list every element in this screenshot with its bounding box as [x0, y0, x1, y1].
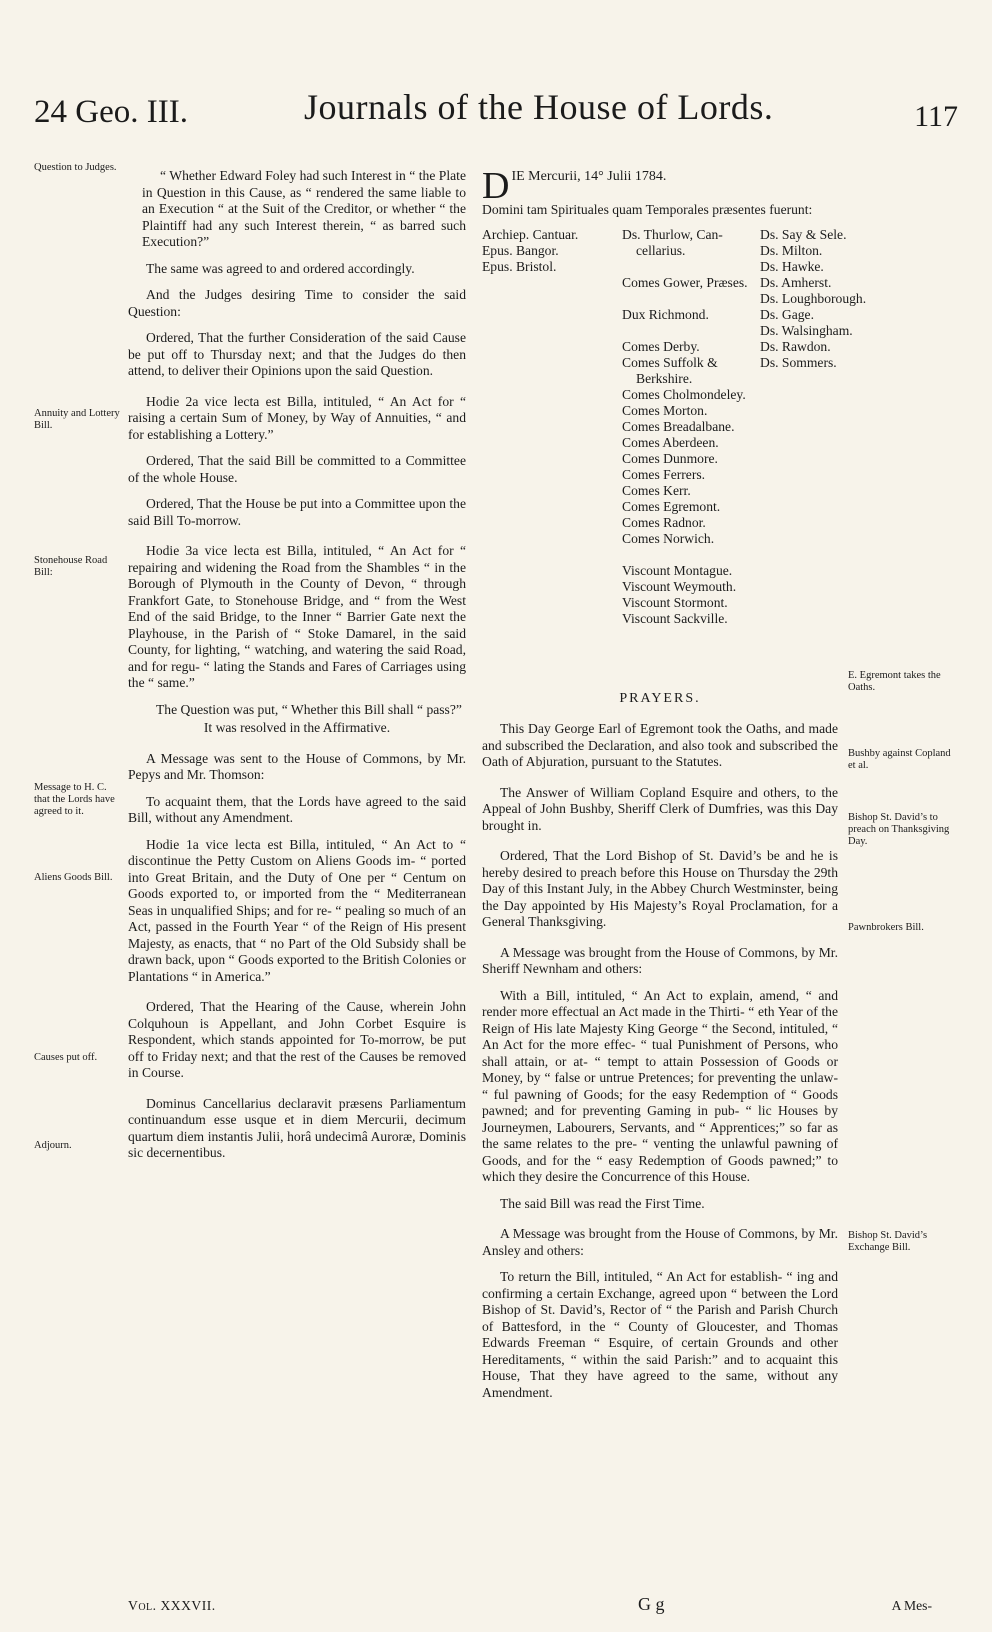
roll-entry: Comes Radnor. — [622, 514, 706, 530]
roll-entry: Ds. Milton. — [760, 242, 823, 258]
margin-note-bushby: Bushby against Copland et al. — [848, 748, 951, 771]
margin-note-annuity: Annuity and Lottery Bill. — [34, 408, 120, 431]
stonehouse-bill-reading: Hodie 3a vice lecta est Billa, intituled, “ An Act for “ repairing and widening the Road from the Shambles “ in the Borough of Plymouth in the County of Devon, “ through Frankfort Gate, to Stonehouse Bridge, and “ from the West End of the said Bridge, to the Inner “ Barrier Gate next the Playhouse, in the Parish of “ Stoke Damarel, in the said County, for lighting, “ watching, and watering the said Road, and for regu- “ lating the Stands and Fares of Carriages using the “ same.” — [128, 543, 466, 690]
volume-number: Vol. XXXVII. — [128, 1598, 216, 1613]
message-ansley: A Message was brought from the House of Commons, by Mr. Ansley and others: — [482, 1226, 838, 1258]
roll-entry: Archiep. Cantuar. — [482, 226, 579, 242]
roll-entry: Comes Gower, Præses. — [622, 274, 748, 290]
ordered-committed: Ordered, That the said Bill be committed to a Committee of the whole House. — [128, 453, 466, 485]
roll-entry: Comes Cholmondeley. — [622, 386, 746, 402]
roll-entry: Epus. Bristol. — [482, 258, 557, 274]
roll-entry: Berkshire. — [636, 370, 693, 386]
catchword: A Mes- — [891, 1598, 932, 1613]
ordered-committee-tomorrow: Ordered, That the House be put into a Committee upon the said Bill To-morrow. — [128, 496, 466, 528]
roll-entry: Dux Richmond. — [622, 306, 709, 322]
domini-present: Domini tam Spirituales quam Temporales præsentes fuerunt: — [482, 202, 813, 217]
egremont-oaths: This Day George Earl of Egremont took the Oaths, and made and subscribed the Declaration, and also took and subscribed the Oath of Abjuration, pursuant to the Statutes. — [482, 721, 838, 769]
ordered-bishop-preach: Ordered, That the Lord Bishop of St. David’s be and he is hereby desired to preach before this House on Thursday the 29th Day of this Instant July, in the Abbey Church Westminster, being the Day appointed by His Majesty’s Royal Proclamation, for a General Thanksgiving. — [482, 848, 838, 929]
question-text: “ Whether Edward Foley had such Interest in “ the Plate in Question in this Cause, as “ rendered the same liable to an Execution “ at the Suit of the Creditor, or whether “ the Plaintiff had any such Interest therein, “ as barred such Execution?” — [142, 168, 466, 249]
roll-entry: Ds. Rawdon. — [760, 338, 831, 354]
roll-entry: Ds. Gage. — [760, 306, 814, 322]
roll-entry — [622, 323, 762, 339]
roll-entry: Comes Suffolk & — [622, 354, 718, 370]
margin-note-pawnbrokers: Pawnbrokers Bill. — [848, 922, 924, 933]
annuity-bill-reading: Hodie 2a vice lecta est Billa, intituled, “ An Act for “ raising a certain Sum of Money, by Way of Annuities, “ and for establishing a Lottery.” — [128, 393, 466, 442]
margin-note-egremont: E. Egremont takes the Oaths. — [848, 670, 941, 693]
roll-entry: Epus. Bangor. — [482, 242, 559, 258]
roll-temporal — [622, 227, 762, 627]
adjournment-text: Dominus Cancellarius declaravit præsens Parliamentum continuandum esse usque et in diem Mercurii, decimum quartum diem instantis Julii, horâ undecimâ Auroræ, Dominis sic decernentibus. — [128, 1095, 466, 1160]
drop-cap: D — [482, 165, 510, 207]
roll-entry: Ds. Hawke. — [760, 258, 824, 274]
roll-entry: Ds. Say & Sele. — [760, 226, 847, 242]
roll-entry: Comes Aberdeen. — [622, 434, 719, 450]
margin-note-adjourn: Adjourn. — [34, 1140, 72, 1151]
right-column — [482, 165, 867, 1411]
roll-barons — [760, 227, 870, 371]
margin-note-exchange: Bishop St. David’s Exchange Bill. — [848, 1230, 928, 1253]
page-number: 117 — [914, 100, 958, 133]
roll-entry: Comes Kerr. — [622, 482, 691, 498]
roll-entry — [622, 259, 762, 275]
margin-note-aliens: Aliens Goods Bill. — [34, 872, 113, 883]
roll-spiritual — [482, 227, 622, 275]
first-reading: The said Bill was read the First Time. — [500, 1195, 705, 1211]
margin-note-stonehouse: Stonehouse Road Bill: — [34, 555, 108, 578]
acquaint-commons: To acquaint them, that the Lords have agreed to the said Bill, without any Amendment. — [128, 793, 466, 825]
pawnbrokers-bill-text: With a Bill, intituled, “ An Act to explain, amend, “ and render more effectual an Act made in the Thirti- “ eth Year of the Reign of His late Majesty King George “ the Second, intituled, “ An Act for the more effec- “ tual Punishment of Persons, who shall attain, or at- “ tempt to attain Possession of Goods or Money, by “ false or untrue Pretences; for preventing the unlaw- “ ful pawning of Goods; for the easy Redemption of “ Goods pawned; and for preventing Gaming in pub- “ lic Houses by Journeymen, Labourers, Servants, and “ Apprentices;” so far as the same relates to the pre- “ venting the unlawful pawning of Goods, and for the “ easy Redemption of Goods pawned;” to which they desire the Concurrence of this House. — [482, 987, 838, 1184]
roll-entry: Ds. Thurlow, Can- — [622, 226, 723, 242]
roll-entry: Comes Breadalbane. — [622, 418, 735, 434]
roll-entry: Comes Ferrers. — [622, 466, 706, 482]
journal-title: Journals of the House of Lords. — [304, 87, 774, 127]
date-heading — [482, 165, 838, 207]
regnal-year: 24 Geo. III. — [34, 94, 188, 130]
roll-entry: Viscount Montague. — [622, 562, 733, 578]
roll-entry: Comes Morton. — [622, 402, 708, 418]
roll-entry: Viscount Stormont. — [622, 594, 728, 610]
exchange-bill-text: To return the Bill, intituled, “ An Act for establish- “ ing and confirming a certain Exchange, agreed upon “ between the Lord Bishop of St. David’s, Rector of “ the Parish and Parish Church of Battesford, in the “ County of Gloucester, and Thomas Edwards Freeman “ Esquire, of certain Grounds and other Hereditaments, “ within the said Parish:” and to acquaint this House, That they have agreed to the same, without any Amendment. — [482, 1269, 838, 1400]
attendance-roll — [482, 226, 867, 677]
left-column — [128, 168, 466, 1172]
date-heading-text: IE Mercurii, 14° Julii 1784. — [511, 169, 667, 184]
roll-entry: Viscount Sackville. — [622, 610, 728, 626]
roll-entry: Ds. Loughborough. — [760, 290, 867, 306]
signature-mark: G g — [638, 1594, 665, 1614]
margin-note-causes: Causes put off. — [34, 1052, 98, 1063]
roll-entry: Ds. Sommers. — [760, 354, 837, 370]
copland-answer: The Answer of William Copland Esquire and others, to the Appeal of John Bushby, Sheriff Clerk of Dumfries, was this Day brought in. — [482, 784, 838, 833]
roll-entry: Comes Egremont. — [622, 498, 721, 514]
question-put: The Question was put, “ Whether this Bill shall “ pass?” — [156, 701, 462, 717]
judges-time: And the Judges desiring Time to consider the said Question: — [128, 287, 466, 319]
message-sent: A Message was sent to the House of Commons, by Mr. Pepys and Mr. Thomson: — [128, 750, 466, 782]
prayers-heading: PRAYERS. — [619, 690, 701, 706]
ordered-hearing-put-off: Ordered, That the Hearing of the Cause, wherein John Colquhoun is Appellant, and John Corbet Esquire is Respondent, which stands appointed for To-morrow, be put off to Friday next; and that the rest of the Causes be removed in Course. — [128, 999, 466, 1080]
roll-entry: Ds. Amherst. — [760, 274, 832, 290]
aliens-bill-reading: Hodie 1a vice lecta est Billa, intituled, “ An Act to “ discontinue the Petty Custom on Aliens Goods im- “ ported into Great Britain, and the Duty of One per “ Centum on Goods exported to, or imported from the “ Mediterranean Seas in unqualified Ships; and for re- “ pealing so much of an Act, passed in the Fourth Year “ of the Reign of His present Majesty, as enacts, that “ no Part of the Old Subsidy shall be drawn back, upon “ Goods exported to the British Colonies or Plantations “ in America.” — [128, 836, 466, 984]
margin-note-message: Message to H. C. that the Lords have agreed to it. — [34, 782, 115, 817]
roll-entry: Viscount Weymouth. — [622, 578, 737, 594]
roll-entry: cellarius. — [636, 242, 686, 258]
agreed-line: The same was agreed to and ordered accordingly. — [146, 260, 415, 276]
roll-entry: Comes Norwich. — [622, 530, 715, 546]
roll-entry: Comes Dunmore. — [622, 450, 718, 466]
page-header — [34, 86, 958, 146]
resolved-affirmative: It was resolved in the Affirmative. — [203, 720, 391, 735]
roll-entry: Ds. Walsingham. — [760, 322, 853, 338]
margin-note-bishop: Bishop St. David’s to preach on Thanksgiving Day. — [848, 812, 950, 847]
roll-entry: Comes Derby. — [622, 338, 700, 354]
roll-entry — [622, 291, 762, 307]
roll-entry — [622, 547, 762, 563]
message-newnham: A Message was brought from the House of Commons, by Mr. Sheriff Newnham and others: — [482, 944, 838, 976]
margin-note-question: Question to Judges. — [34, 162, 117, 173]
ordered-further-consideration: Ordered, That the further Consideration of the said Cause be put off to Thursday next; and that the Judges do then attend, to deliver their Opinions upon the said Question. — [128, 330, 466, 378]
